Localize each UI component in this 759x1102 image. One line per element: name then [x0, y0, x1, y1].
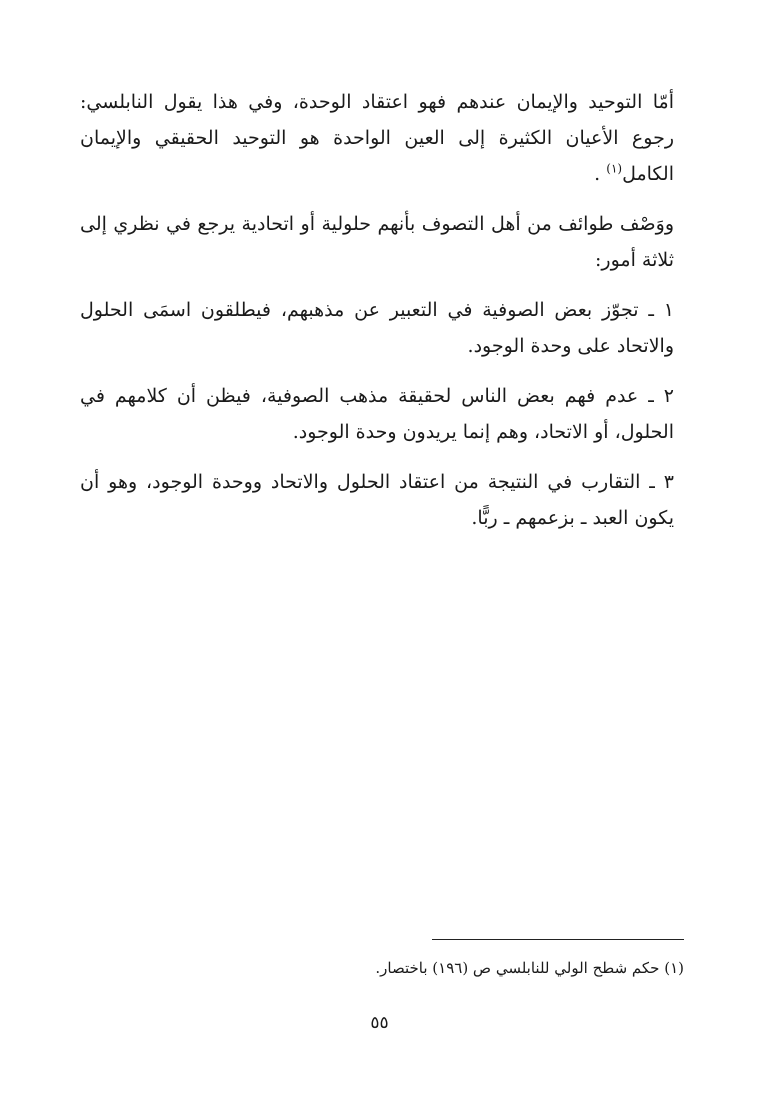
paragraph-tail: .	[594, 163, 607, 185]
page-number: ٥٥	[370, 1013, 389, 1033]
paragraph-text: ٢ ـ عدم فهم بعض الناس لحقيقة مذهب الصوفية، فيظن أن كلامهم في الحلول، أو الاتحاد، وهم إنما يريدون وحدة الوجود.	[80, 385, 674, 443]
list-item-2	[80, 378, 674, 450]
footnote	[80, 955, 684, 981]
footnote-reference: (١)	[606, 161, 623, 176]
paragraph-text: ١ ـ تجوّز بعض الصوفية في التعبير عن مذهبهم، فيطلقون اسمَى الحلول والاتحاد على وحدة الوجود.	[80, 299, 674, 357]
list-item-1	[80, 292, 674, 364]
paragraph-three-matters	[80, 206, 674, 278]
paragraph-text: أمّا التوحيد والإيمان عندهم فهو اعتقاد الوحدة، وفي هذا يقول النابلسي: رجوع الأعيان الكثيرة إلى العين الواحدة هو التوحيد الحقيقي والإيمان الكامل	[80, 91, 674, 185]
paragraph-text: ووَصْف طوائف من أهل التصوف بأنهم حلولية أو اتحادية يرجع في نظري إلى ثلاثة أمور:	[80, 213, 674, 271]
footnote-divider	[432, 939, 684, 940]
paragraph-tawhid	[80, 84, 674, 192]
list-item-3	[80, 464, 674, 536]
paragraph-text: ٣ ـ التقارب في النتيجة من اعتقاد الحلول والاتحاد ووحدة الوجود، وهو أن يكون العبد ـ بزعمهم ـ ربًّا.	[80, 471, 674, 529]
main-text	[80, 84, 674, 550]
footnote-text: (١) حكم شطح الولي للنابلسي ص (١٩٦) باختصار.	[375, 959, 684, 977]
